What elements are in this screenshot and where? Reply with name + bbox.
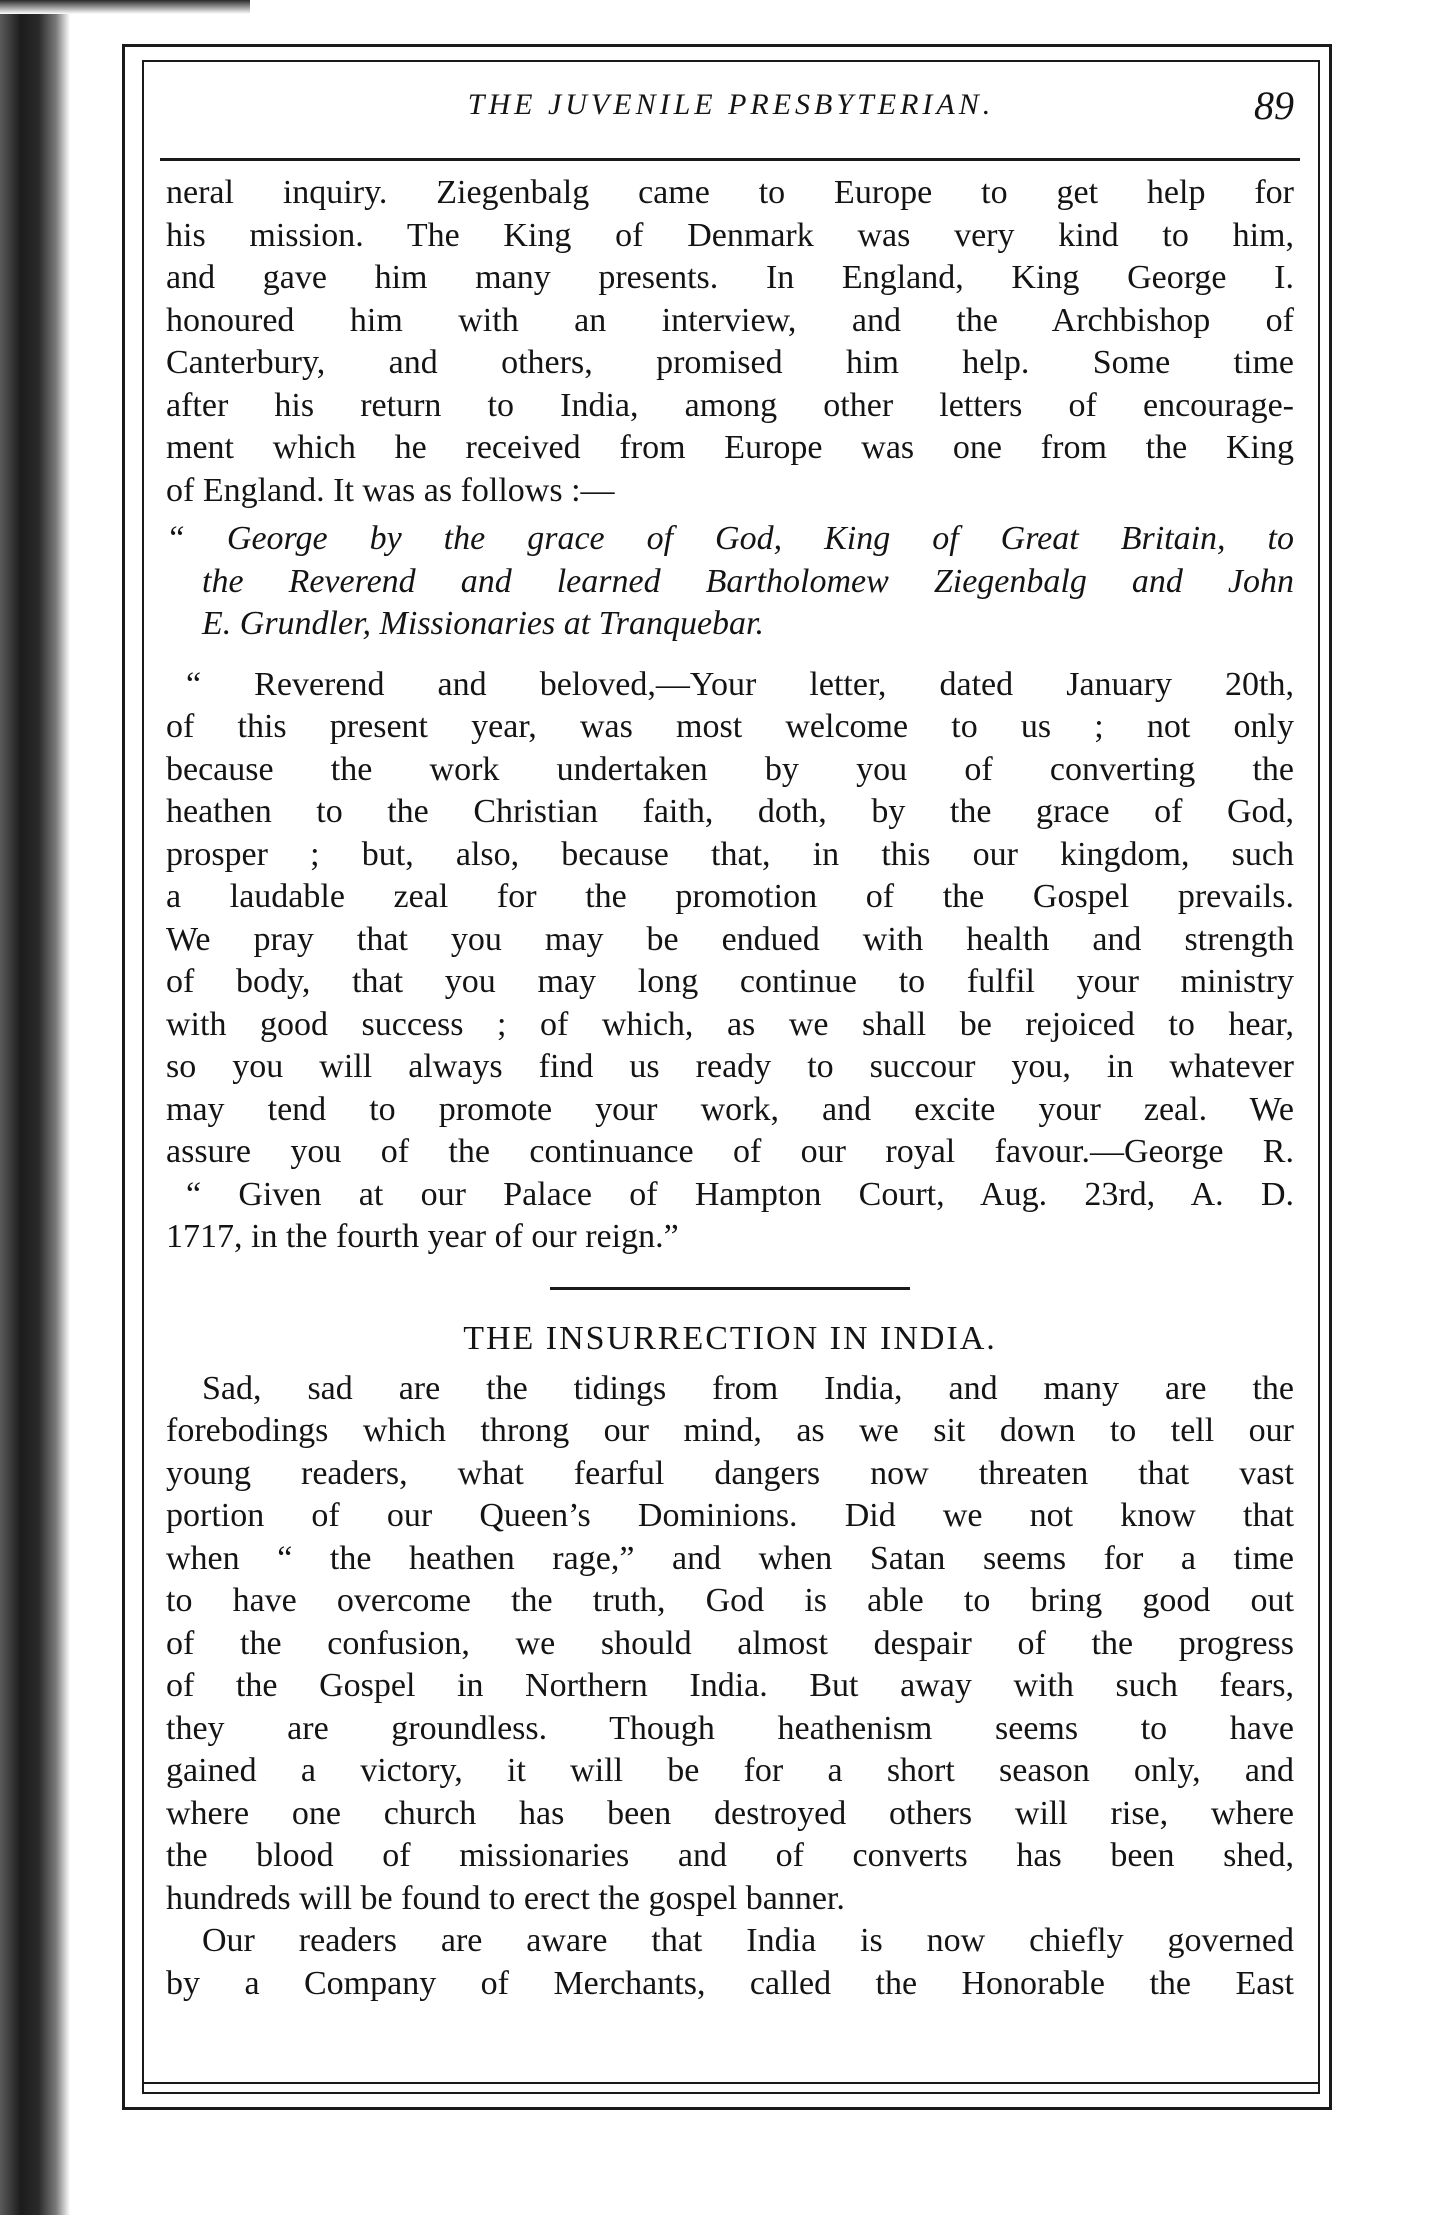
running-head <box>142 74 1320 134</box>
text-line: of England. It was as follows :— <box>166 471 615 509</box>
text-line: E. Grundler, Missionaries at Tranquebar. <box>202 605 764 642</box>
text-line: may tend to promote your work, and excite your zeal. We <box>166 1090 1294 1128</box>
section-paragraph-1 <box>166 1368 1294 1921</box>
text-line: where one church has been destroyed others will rise, where <box>166 1794 1294 1832</box>
text-line: of this present year, was most welcome to us ; not only <box>166 708 1294 745</box>
text-line: “ George by the grace of God, King of Great Britain, to <box>166 520 1294 557</box>
section-heading: THE INSURRECTION IN INDIA. <box>463 1319 997 1357</box>
text-line: the blood of missionaries and of converts has been shed, <box>166 1837 1294 1874</box>
continuation-paragraph <box>166 172 1294 512</box>
text-line: We pray that you may be endued with health and strength <box>166 920 1294 958</box>
text-line: of the Gospel in Northern India. But away with such fears, <box>166 1667 1294 1704</box>
text-line: neral inquiry. Ziegenbalg came to Europe to get help for <box>166 174 1294 211</box>
text-line: 1717, in the fourth year of our reign.” <box>166 1218 679 1255</box>
text-line: by a Company of Merchants, called the Honorable the East <box>166 1964 1294 2002</box>
text-line: of the confusion, we should almost despair of the progress <box>166 1624 1294 1662</box>
section-divider <box>550 1287 910 1290</box>
text-line: Our readers are aware that India is now chiefly governed <box>202 1922 1294 1959</box>
text-line: honoured him with an interview, and the Archbishop of <box>166 301 1294 339</box>
binding-edge <box>0 0 70 2215</box>
text-line: hundreds will be found to erect the gospel banner. <box>166 1879 845 1917</box>
page-number: 89 <box>1254 83 1294 128</box>
text-line: after his return to India, among other letters of encourage- <box>166 386 1294 424</box>
letter-body <box>166 664 1294 1259</box>
text-line: gained a victory, it will be for a short season only, and <box>166 1752 1294 1789</box>
article-body <box>166 172 1294 2005</box>
text-line: young readers, what fearful dangers now threaten that vast <box>166 1454 1294 1492</box>
text-line: because the work undertaken by you of converting the <box>166 750 1294 788</box>
section-paragraph-2 <box>166 1920 1294 2005</box>
text-line: so you will always find us ready to succour you, in whatever <box>166 1048 1294 1085</box>
letter-address <box>166 518 1294 646</box>
text-line: heathen to the Christian faith, doth, by the grace of God, <box>166 793 1294 830</box>
text-line: they are groundless. Though heathenism seems to have <box>166 1709 1294 1747</box>
text-line: ment which he received from Europe was one from the King <box>166 429 1294 466</box>
text-line: forebodings which throng our mind, as we sit down to tell our <box>166 1412 1294 1449</box>
text-line: assure you of the continuance of our royal favour.—George R. <box>166 1133 1294 1170</box>
text-line: “ Given at our Palace of Hampton Court, Aug. 23rd, A. D. <box>186 1175 1294 1213</box>
text-line: “ Reverend and beloved,—Your letter, dated January 20th, <box>186 665 1294 703</box>
text-line: with good success ; of which, as we shall be rejoiced to hear, <box>166 1005 1294 1043</box>
text-line: when “ the heathen rage,” and when Satan seems for a time <box>166 1539 1294 1577</box>
running-title: THE JUVENILE PRESBYTERIAN. <box>467 88 995 121</box>
text-line: his mission. The King of Denmark was very kind to him, <box>166 216 1294 254</box>
footer-rule <box>142 2082 1320 2084</box>
text-line: to have overcome the truth, God is able to bring good out <box>166 1582 1294 1619</box>
text-line: prosper ; but, also, because that, in this our kingdom, such <box>166 835 1294 873</box>
text-line: and gave him many presents. In England, King George I. <box>166 259 1294 296</box>
header-rule <box>160 158 1300 161</box>
text-line: portion of our Queen’s Dominions. Did we not know that <box>166 1497 1294 1534</box>
text-line: Canterbury, and others, promised him help. Some time <box>166 344 1294 381</box>
text-line: a laudable zeal for the promotion of the Gospel prevails. <box>166 878 1294 915</box>
scan-edge-shadow <box>0 0 250 14</box>
text-line: of body, that you may long continue to fulfil your ministry <box>166 963 1294 1000</box>
text-line: Sad, sad are the tidings from India, and many are the <box>202 1369 1294 1407</box>
text-line: the Reverend and learned Bartholomew Ziegenbalg and John <box>202 562 1294 600</box>
